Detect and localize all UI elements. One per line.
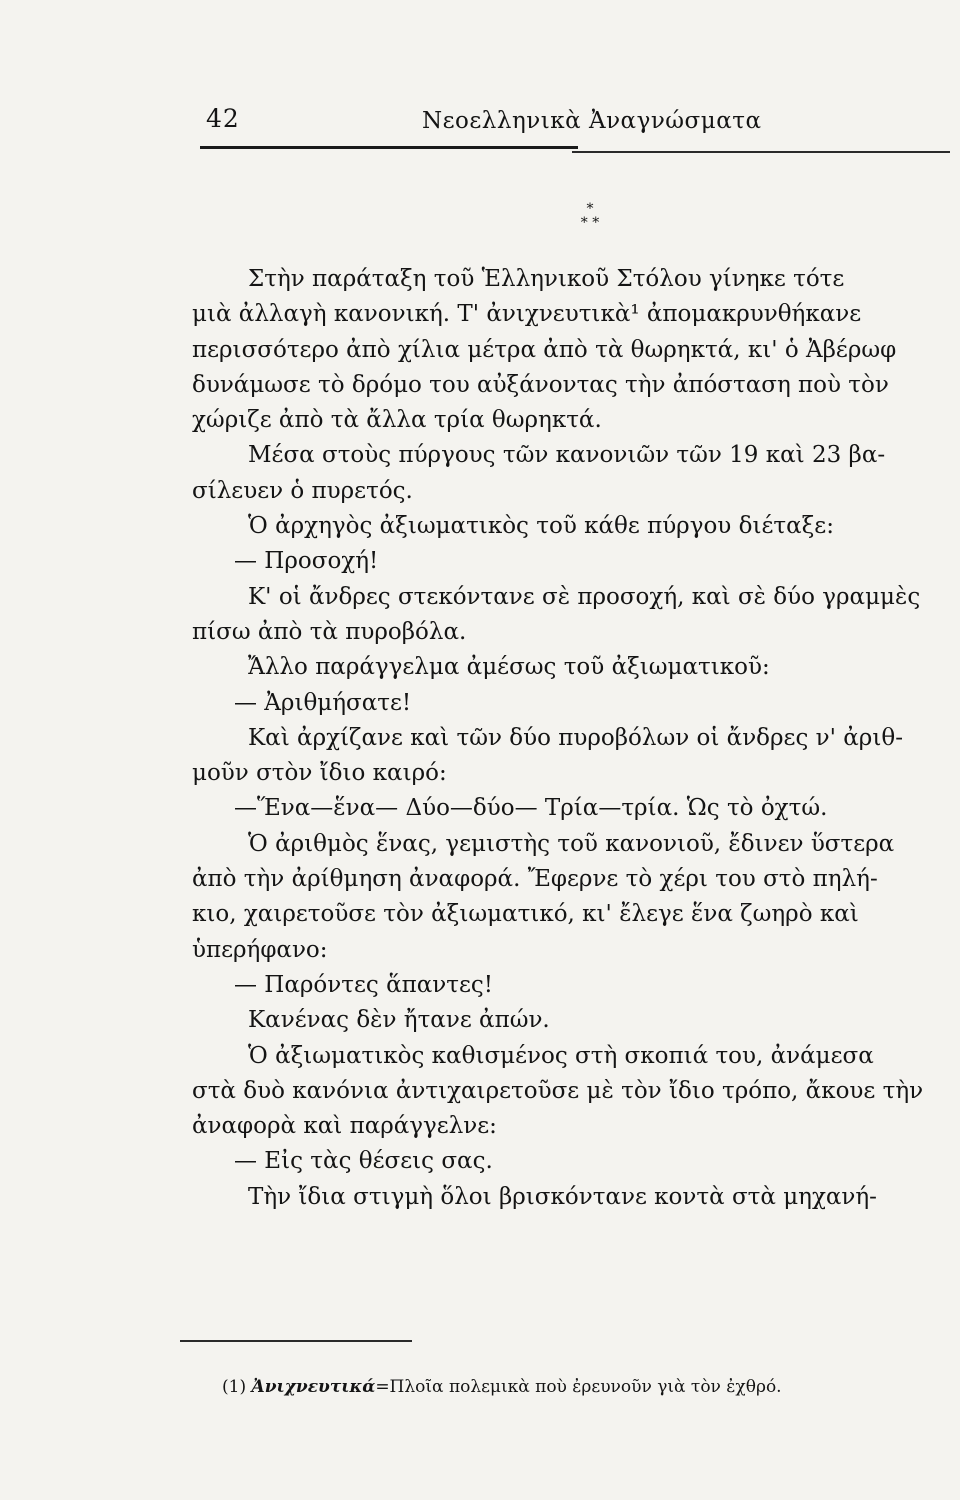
asterism-bottom: * * bbox=[580, 215, 600, 231]
header-rule-right bbox=[572, 151, 950, 153]
text-line: μοῦν στὸν ἴδιο καιρό: bbox=[192, 760, 447, 787]
text-line: Καὶ ἀρχίζανε καὶ τῶν δύο πυροβόλων οἱ ἄνδρες ν' ἀριθ- bbox=[248, 724, 903, 751]
text-line: πίσω ἀπὸ τὰ πυροβόλα. bbox=[192, 618, 467, 645]
page-header bbox=[200, 98, 950, 158]
text-line: χώριζε ἀπὸ τὰ ἄλλα τρία θωρηκτά. bbox=[192, 407, 602, 434]
footnote bbox=[222, 1375, 942, 1399]
asterism-top: * bbox=[586, 201, 594, 217]
text-line: — Παρόντες ἅπαντες! bbox=[234, 971, 494, 998]
running-title: Νεοελληνικὰ Ἀναγνώσματα bbox=[422, 108, 762, 134]
page-number: 42 bbox=[206, 104, 240, 133]
body-text bbox=[192, 262, 940, 1215]
text-line: Τὴν ἴδια στιγμὴ ὅλοι βρισκόντανε κοντὰ στὰ μηχανή- bbox=[248, 1183, 877, 1210]
text-line: σίλευεν ὁ πυρετός. bbox=[192, 477, 413, 504]
footnote-term: Ἀνιχνευτικά bbox=[251, 1377, 376, 1397]
text-line: ἀναφορὰ καὶ παράγγελνε: bbox=[192, 1113, 497, 1140]
text-line: Μέσα στοὺς πύργους τῶν κανονιῶν τῶν 19 καὶ 23 βα- bbox=[248, 442, 886, 469]
text-line: στὰ δυὸ κανόνια ἀντιχαιρετοῦσε μὲ τὸν ἴδιο τρόπο, ἄκουε τὴν bbox=[192, 1077, 924, 1104]
text-line: Κ' οἱ ἄνδρες στεκόντανε σὲ προσοχή, καὶ σὲ δύο γραμμὲς bbox=[248, 583, 921, 610]
text-line: ἀπὸ τὴν ἀρίθμηση ἀναφορά. Ἔφερνε τὸ χέρι του στὸ πηλή- bbox=[192, 866, 878, 893]
text-line: Ὁ ἀριθμὸς ἕνας, γεμιστὴς τοῦ κανονιοῦ, ἔδινεν ὕστερα bbox=[248, 830, 895, 857]
text-line: μιὰ ἀλλαγὴ κανονική. Τ' ἀνιχνευτικὰ¹ ἀπομακρυνθήκανε bbox=[192, 301, 862, 328]
text-line: — Εἰς τὰς θέσεις σας. bbox=[234, 1148, 493, 1175]
footnote-rule bbox=[180, 1340, 412, 1342]
header-rule-left bbox=[200, 146, 578, 149]
text-line: Ἄλλο παράγγελμα ἀμέσως τοῦ ἀξιωματικοῦ: bbox=[248, 654, 770, 681]
section-asterism bbox=[560, 202, 620, 246]
text-line: ὑπερήφανο: bbox=[192, 936, 328, 963]
text-line: — Προσοχή! bbox=[234, 548, 379, 575]
text-line: Κανένας δὲν ἤτανε ἀπών. bbox=[248, 1007, 550, 1034]
text-line: Ὁ ἀρχηγὸς ἀξιωματικὸς τοῦ κάθε πύργου διέταξε: bbox=[248, 513, 834, 540]
text-line: Ὁ ἀξιωματικὸς καθισμένος στὴ σκοπιά του, ἀνάμεσα bbox=[248, 1042, 874, 1069]
text-line: δυνάμωσε τὸ δρόμο του αὐξάνοντας τὴν ἀπόσταση ποὺ τὸν bbox=[192, 371, 889, 398]
text-line: περισσότερο ἀπὸ χίλια μέτρα ἀπὸ τὰ θωρηκτά, κι' ὁ Ἀβέρωφ bbox=[192, 336, 897, 363]
text-line: κιο, χαιρετοῦσε τὸν ἀξιωματικό, κι' ἔλεγε ἕνα ζωηρὸ καὶ bbox=[192, 901, 859, 928]
text-line: — Ἀριθμήσατε! bbox=[234, 689, 412, 716]
footnote-definition: =Πλοῖα πολεμικὰ ποὺ ἐρευνοῦν γιὰ τὸν ἐχθρό. bbox=[375, 1377, 782, 1397]
text-line: —Ἕνα—ἕνα— Δύο—δύο— Τρία—τρία. Ὡς τὸ ὀχτώ. bbox=[234, 795, 828, 822]
footnote-marker: (1) bbox=[222, 1377, 247, 1397]
text-line: Στὴν παράταξη τοῦ Ἑλληνικοῦ Στόλου γίνηκε τότε bbox=[248, 266, 845, 292]
